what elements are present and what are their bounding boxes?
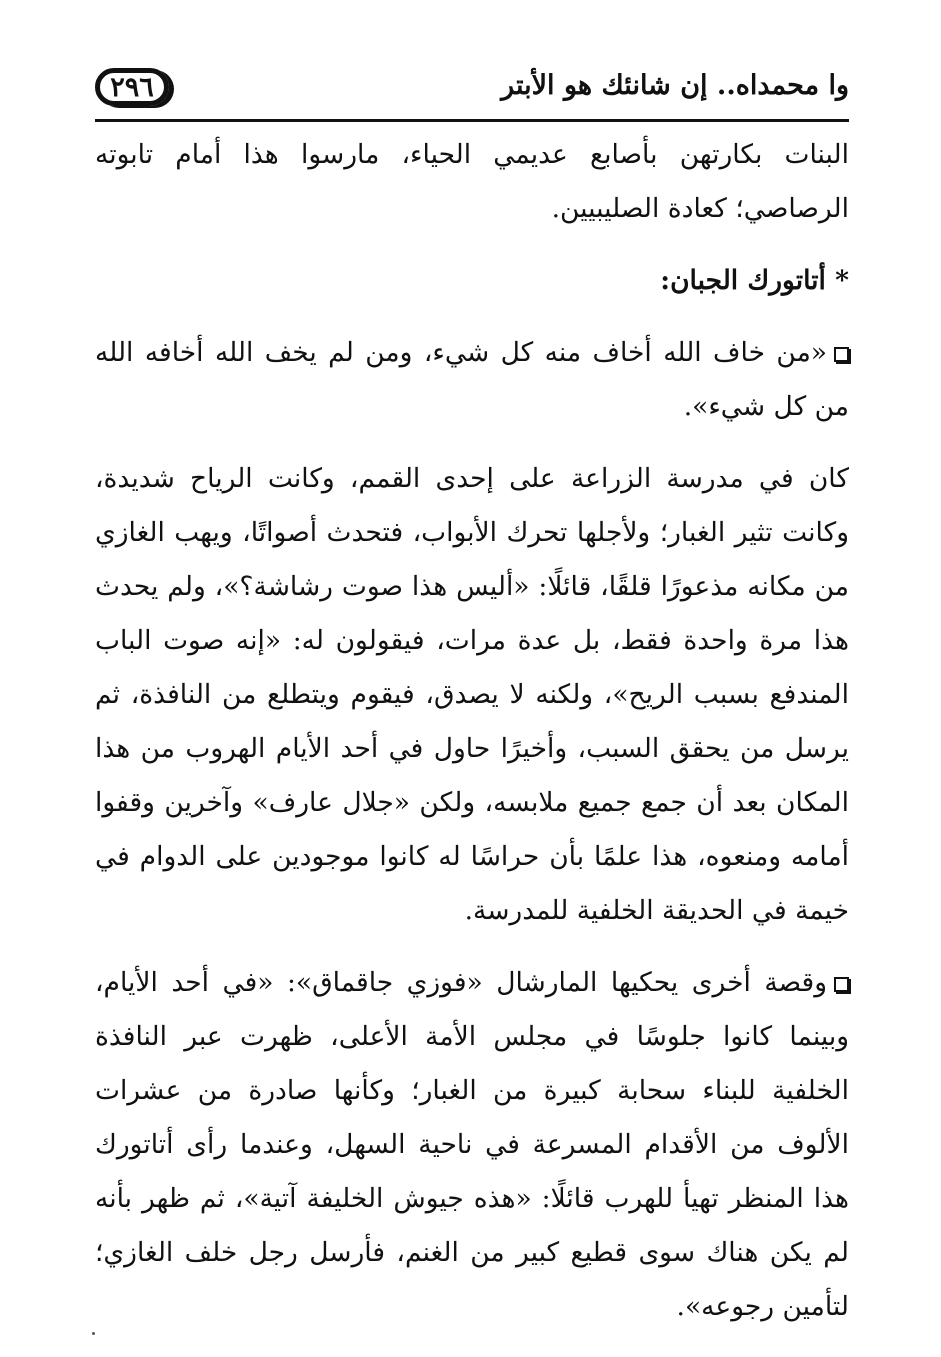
paragraph-continuation: البنات بكارتهن بأصابع عديمي الحياء، مارسوا هذا أمام تابوته الرصاصي؛ كعادة الصليبيين. [95,139,849,224]
page-body [95,128,849,1352]
scan-dot [92,1332,95,1335]
quote-text: «من خاف الله أخاف منه كل شيء، ومن لم يخف الله أخافه الله من كل شيء». [95,337,849,422]
page-number: ٢٩٦ [95,68,169,106]
paragraph-story-1: كان في مدرسة الزراعة على إحدى القمم، وكانت الرياح شديدة، وكانت تثير الغبار؛ ولأجلها تحرك الأبواب، فتحدث أصواتًا، ويهب الغازي من مكانه مذعورًا قلقًا، قائلًا: «أليس هذا صوت رشاشة؟»، ولم يحدث هذا مرة واحدة فقط، بل عدة مرات، فيقولون له: «إنه صوت الباب المندفع بسبب الريح»، ولكنه لا يصدق، فيقوم ويتطلع من النافذة، ثم يرسل من يحقق السبب، وأخيرًا حاول في أحد الأيام الهروب من هذا المكان بعد أن جمع جميع ملابسه، ولكن «جلال عارف» وآخرين وقفوا أمامه ومنعوه، هذا علمًا بأن حراسًا له كانوا موجودين على الدوام في خيمة في الحديقة الخلفية للمدرسة. [95,463,849,926]
box-bullet-icon [834,977,849,992]
section-heading [95,254,849,308]
quote-paragraph [95,326,849,434]
box-bullet-icon [834,347,849,362]
header-rule [95,119,849,122]
running-title: وا محمداه.. إن شانئك هو الأبتر [501,70,849,101]
star-icon: * [835,265,849,296]
story-2-text: وقصة أخرى يحكيها المارشال «فوزي جاقماق»: «في أحد الأيام، وبينما كانوا جلوسًا في مجلس الأمة الأعلى، ظهرت عبر النافذة الخلفية للبناء سحابة كبيرة من الغبار؛ وكأنها صادرة من عشرات الألوف من الأقدام المسرعة في ناحية السهل، وعندما رأى أتاتورك هذا المنظر تهيأ للهرب قائلًا: «هذه جيوش الخليفة آتية»، ثم ظهر بأنه لم يكن هناك سوى قطيع كبير من الغنم، فأرسل رجل خلف الغازي؛ لتأمين رجوعه». [95,967,849,1322]
section-heading-text: أتاتورك الجبان: [660,265,826,296]
paragraph-story-2 [95,956,849,1334]
page-header [95,68,849,124]
